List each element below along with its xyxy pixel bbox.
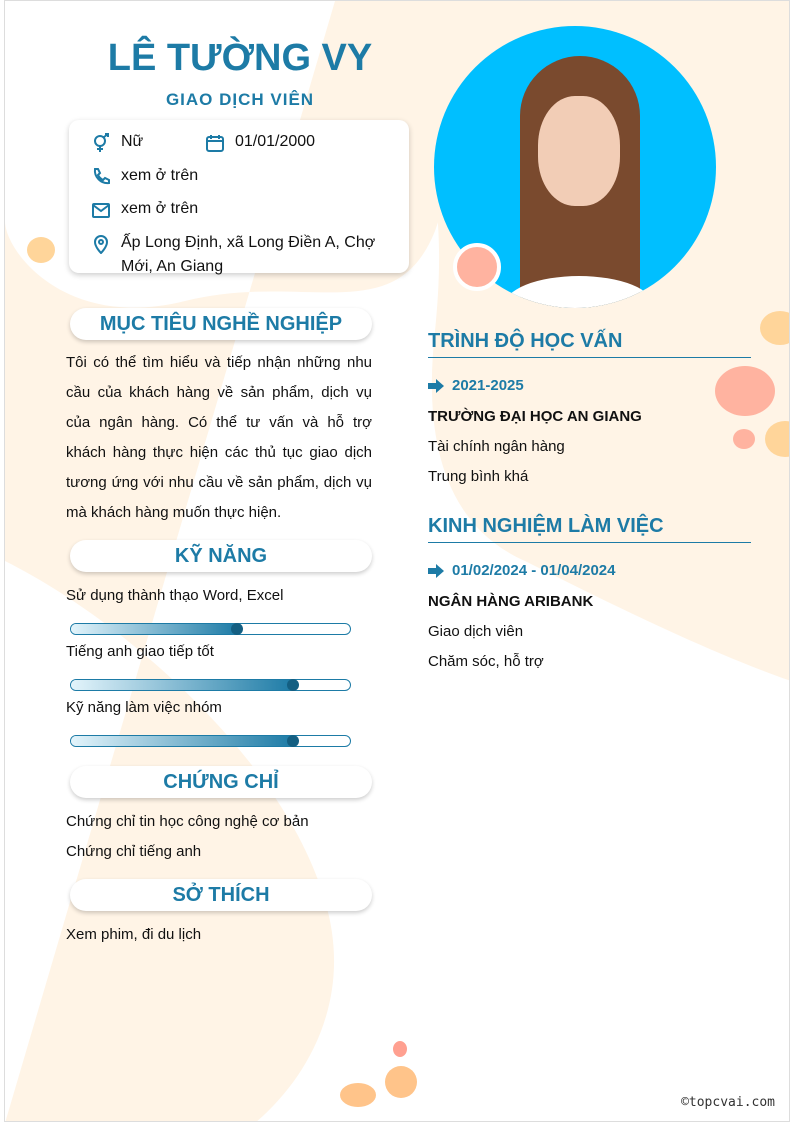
calendar-icon [205, 133, 225, 153]
phone-row [91, 164, 198, 188]
decor-circle [453, 243, 501, 291]
skill-bar-fill [71, 680, 294, 690]
decor-dot [393, 1041, 407, 1057]
dob-row [205, 130, 315, 154]
gender-row [91, 130, 143, 154]
skill-label: Sử dụng thành thạo Word, Excel [66, 587, 284, 604]
candidate-name: LÊ TƯỜNG VY [107, 37, 373, 79]
contact-card [69, 120, 409, 273]
arrow-right-icon [428, 379, 444, 393]
dob-value: 01/01/2000 [235, 133, 316, 150]
hobbies-heading: SỞ THÍCH [70, 879, 372, 911]
address-row [91, 231, 391, 279]
hobbies-text: Xem phim, đi du lịch [66, 926, 202, 943]
experience-period: 01/02/2024 - 01/04/2024 [452, 562, 616, 579]
objective-heading: MỤC TIÊU NGHỀ NGHIỆP [70, 308, 372, 340]
skill-bar-fill [71, 624, 238, 634]
decor-dot [27, 237, 55, 263]
email-icon [91, 200, 111, 220]
phone-value: xem ở trên [121, 167, 199, 184]
email-value: xem ở trên [121, 200, 199, 217]
arrow-right-icon [428, 564, 444, 578]
decor-dot [385, 1066, 417, 1098]
grade: Trung bình khá [428, 468, 529, 485]
certs-heading: CHỨNG CHỈ [70, 766, 372, 798]
experience-period-row [428, 562, 615, 579]
phone-icon [91, 167, 111, 187]
gender-icon [91, 133, 111, 153]
address-value: Ấp Long Định, xã Long Điền A, Chợ Mới, An Giang [121, 234, 376, 275]
location-icon [91, 234, 111, 254]
decor-dot [715, 366, 775, 416]
decor-dot [733, 429, 755, 449]
watermark: ©topcvai.com [681, 1095, 775, 1110]
major: Tài chính ngân hàng [428, 438, 565, 455]
skill-label: Tiếng anh giao tiếp tốt [66, 643, 214, 660]
gender-value: Nữ [121, 133, 144, 150]
cv-page [4, 0, 790, 1122]
experience-heading: KINH NGHIỆM LÀM VIỆC [428, 515, 751, 543]
skill-bar [70, 679, 351, 691]
skill-bar-fill [71, 736, 294, 746]
decor-dot [340, 1083, 376, 1107]
education-period: 2021-2025 [452, 377, 524, 394]
email-row [91, 197, 198, 221]
task: Chăm sóc, hỗ trợ [428, 653, 544, 670]
education-period-row [428, 377, 524, 394]
objective-text: Tôi có thể tìm hiểu và tiếp nhận những nhu cầu của khách hàng về sản phẩm, dịch vụ của ngân hàng. Có thể tư vấn và hỗ trợ khách hàng thực hiện các thủ tục giao dịch tương ứng với nhu cầu về sản phẩm, dịch vụ mà khách hàng muốn thực hiện. [66, 354, 372, 521]
cert-item: Chứng chỉ tin học công nghệ cơ bản [66, 813, 309, 830]
cert-item: Chứng chỉ tiếng anh [66, 843, 202, 860]
school-name: TRƯỜNG ĐẠI HỌC AN GIANG [428, 408, 642, 425]
company-name: NGÂN HÀNG ARIBANK [428, 593, 594, 610]
skills-heading: KỸ NĂNG [70, 540, 372, 572]
skill-label: Kỹ năng làm việc nhóm [66, 699, 222, 716]
position: Giao dịch viên [428, 623, 524, 640]
education-heading: TRÌNH ĐỘ HỌC VẤN [428, 330, 751, 358]
skill-bar [70, 623, 351, 635]
skill-bar [70, 735, 351, 747]
job-title: GIAO DỊCH VIÊN [165, 90, 315, 109]
